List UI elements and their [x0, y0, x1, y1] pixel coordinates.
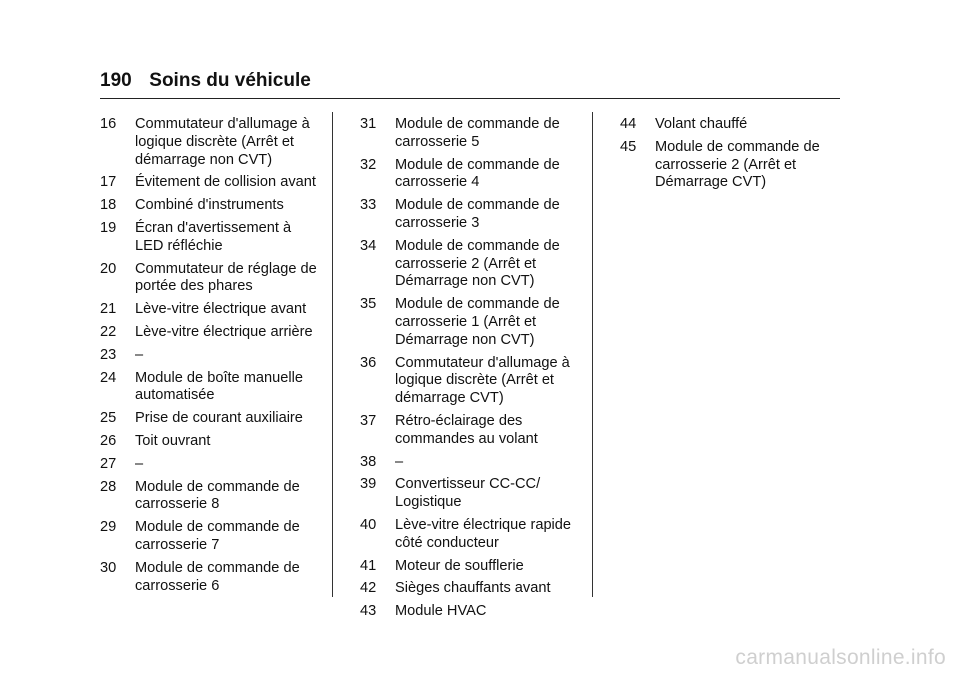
- fuse-description: Moteur de soufflerie: [395, 557, 524, 574]
- fuse-entry: [360, 603, 585, 621]
- fuse-entry: [100, 560, 325, 596]
- fuse-number: 35: [360, 296, 377, 313]
- fuse-number: 23: [100, 346, 117, 363]
- fuse-description: Commutateur d'allumage à logique discrète (Arrêt et démarrage non CVT): [135, 116, 310, 168]
- fuse-entry: [100, 456, 325, 474]
- fuse-entry: [360, 517, 585, 553]
- fuse-entry: [100, 174, 325, 192]
- fuse-entry: [360, 355, 585, 408]
- fuse-entry: [100, 479, 325, 515]
- fuse-description: –: [135, 346, 144, 363]
- fuse-description: Module de boîte manuelle automatisée: [135, 369, 303, 404]
- fuse-description: Prise de courant auxiliaire: [135, 410, 303, 427]
- watermark: carmanualsonline.info: [735, 646, 946, 669]
- fuse-number: 21: [100, 301, 117, 318]
- fuse-entry: [100, 301, 325, 319]
- fuse-number: 24: [100, 369, 117, 386]
- fuse-entry: [100, 347, 325, 365]
- fuse-description: Module de commande de carrosserie 2 (Arrêt et Démarrage non CVT): [395, 237, 560, 290]
- fuse-number: 40: [360, 516, 377, 533]
- fuse-description: Rétro-éclairage des commandes au volant: [395, 412, 538, 447]
- fuse-entry: [360, 116, 585, 152]
- fuse-number: 29: [100, 519, 117, 536]
- fuse-description: Convertisseur CC-CC/ Logistique: [395, 476, 541, 511]
- fuse-description: Module de commande de carrosserie 3: [395, 197, 560, 231]
- fuse-entry: [100, 433, 325, 451]
- fuse-description: Module de commande de carrosserie 6: [135, 559, 300, 594]
- fuse-entry: [360, 413, 585, 449]
- fuse-entry: [360, 580, 585, 598]
- section-title: Soins du véhicule: [149, 70, 311, 91]
- fuse-entry: [360, 238, 585, 291]
- fuse-entry: [620, 139, 845, 192]
- fuse-description: Module HVAC: [395, 603, 487, 620]
- column-divider-1: [332, 112, 333, 597]
- fuse-entry: [620, 116, 845, 134]
- fuse-number: 32: [360, 156, 377, 173]
- fuse-description: Toit ouvrant: [135, 432, 211, 449]
- fuse-description: Évitement de collision avant: [135, 174, 316, 191]
- fuse-number: 17: [100, 174, 117, 191]
- fuse-description: –: [135, 455, 144, 472]
- fuse-description: Lève-vitre électrique arrière: [135, 323, 313, 340]
- fuse-list-column-3: [620, 116, 845, 197]
- fuse-number: 27: [100, 455, 117, 472]
- fuse-number: 42: [360, 580, 377, 597]
- fuse-number: 44: [620, 116, 637, 132]
- fuse-description: Combiné d'instruments: [135, 197, 284, 214]
- column-divider-2: [592, 112, 593, 597]
- fuse-entry: [100, 519, 325, 555]
- fuse-entry: [360, 296, 585, 349]
- fuse-number: 26: [100, 432, 117, 449]
- fuse-number: 28: [100, 478, 117, 495]
- fuse-entry: [100, 410, 325, 428]
- fuse-number: 16: [100, 116, 117, 132]
- fuse-list-column-1: [100, 116, 325, 600]
- fuse-number: 38: [360, 453, 377, 470]
- fuse-description: Module de commande de carrosserie 5: [395, 116, 560, 150]
- fuse-entry: [360, 157, 585, 193]
- fuse-entry: [100, 261, 325, 297]
- fuse-number: 41: [360, 557, 377, 574]
- fuse-number: 22: [100, 323, 117, 340]
- fuse-number: 39: [360, 476, 377, 493]
- fuse-description: Module de commande de carrosserie 1 (Arrêt et Démarrage non CVT): [395, 296, 560, 348]
- fuse-entry: [360, 558, 585, 576]
- fuse-number: 45: [620, 138, 637, 155]
- page-number: 190: [100, 70, 132, 91]
- fuse-description: Module de commande de carrosserie 4: [395, 156, 560, 191]
- fuse-description: Volant chauffé: [655, 116, 748, 132]
- fuse-number: 19: [100, 219, 117, 236]
- fuse-number: 34: [360, 237, 377, 254]
- fuse-description: Commutateur d'allumage à logique discrète (Arrêt et démarrage CVT): [395, 354, 570, 407]
- fuse-list-column-2: [360, 116, 585, 626]
- fuse-description: Sièges chauffants avant: [395, 580, 551, 597]
- fuse-entry: [100, 197, 325, 215]
- fuse-number: 43: [360, 603, 377, 620]
- fuse-description: Module de commande de carrosserie 7: [135, 519, 300, 553]
- fuse-number: 30: [100, 559, 117, 576]
- fuse-entry: [100, 220, 325, 256]
- fuse-description: Lève-vitre électrique rapide côté conducteur: [395, 516, 572, 551]
- fuse-number: 20: [100, 260, 117, 277]
- fuse-entry: [100, 324, 325, 342]
- fuse-entry: [100, 370, 325, 406]
- fuse-number: 37: [360, 412, 377, 429]
- fuse-number: 33: [360, 197, 377, 214]
- fuse-entry: [360, 454, 585, 472]
- fuse-number: 18: [100, 197, 117, 214]
- fuse-description: Commutateur de réglage de portée des phares: [135, 260, 317, 295]
- fuse-description: Écran d'avertissement à LED réfléchie: [135, 219, 292, 254]
- fuse-entry: [360, 476, 585, 512]
- fuse-entry: [360, 197, 585, 233]
- fuse-description: Module de commande de carrosserie 8: [135, 478, 300, 513]
- fuse-description: –: [395, 453, 404, 470]
- fuse-number: 31: [360, 116, 377, 132]
- fuse-description: Module de commande de carrosserie 2 (Arrêt et Démarrage CVT): [655, 138, 820, 191]
- fuse-number: 36: [360, 354, 377, 371]
- header-divider: [100, 98, 840, 99]
- page-header: [100, 70, 311, 92]
- fuse-description: Lève-vitre électrique avant: [135, 301, 307, 318]
- fuse-entry: [100, 116, 325, 169]
- fuse-number: 25: [100, 410, 117, 427]
